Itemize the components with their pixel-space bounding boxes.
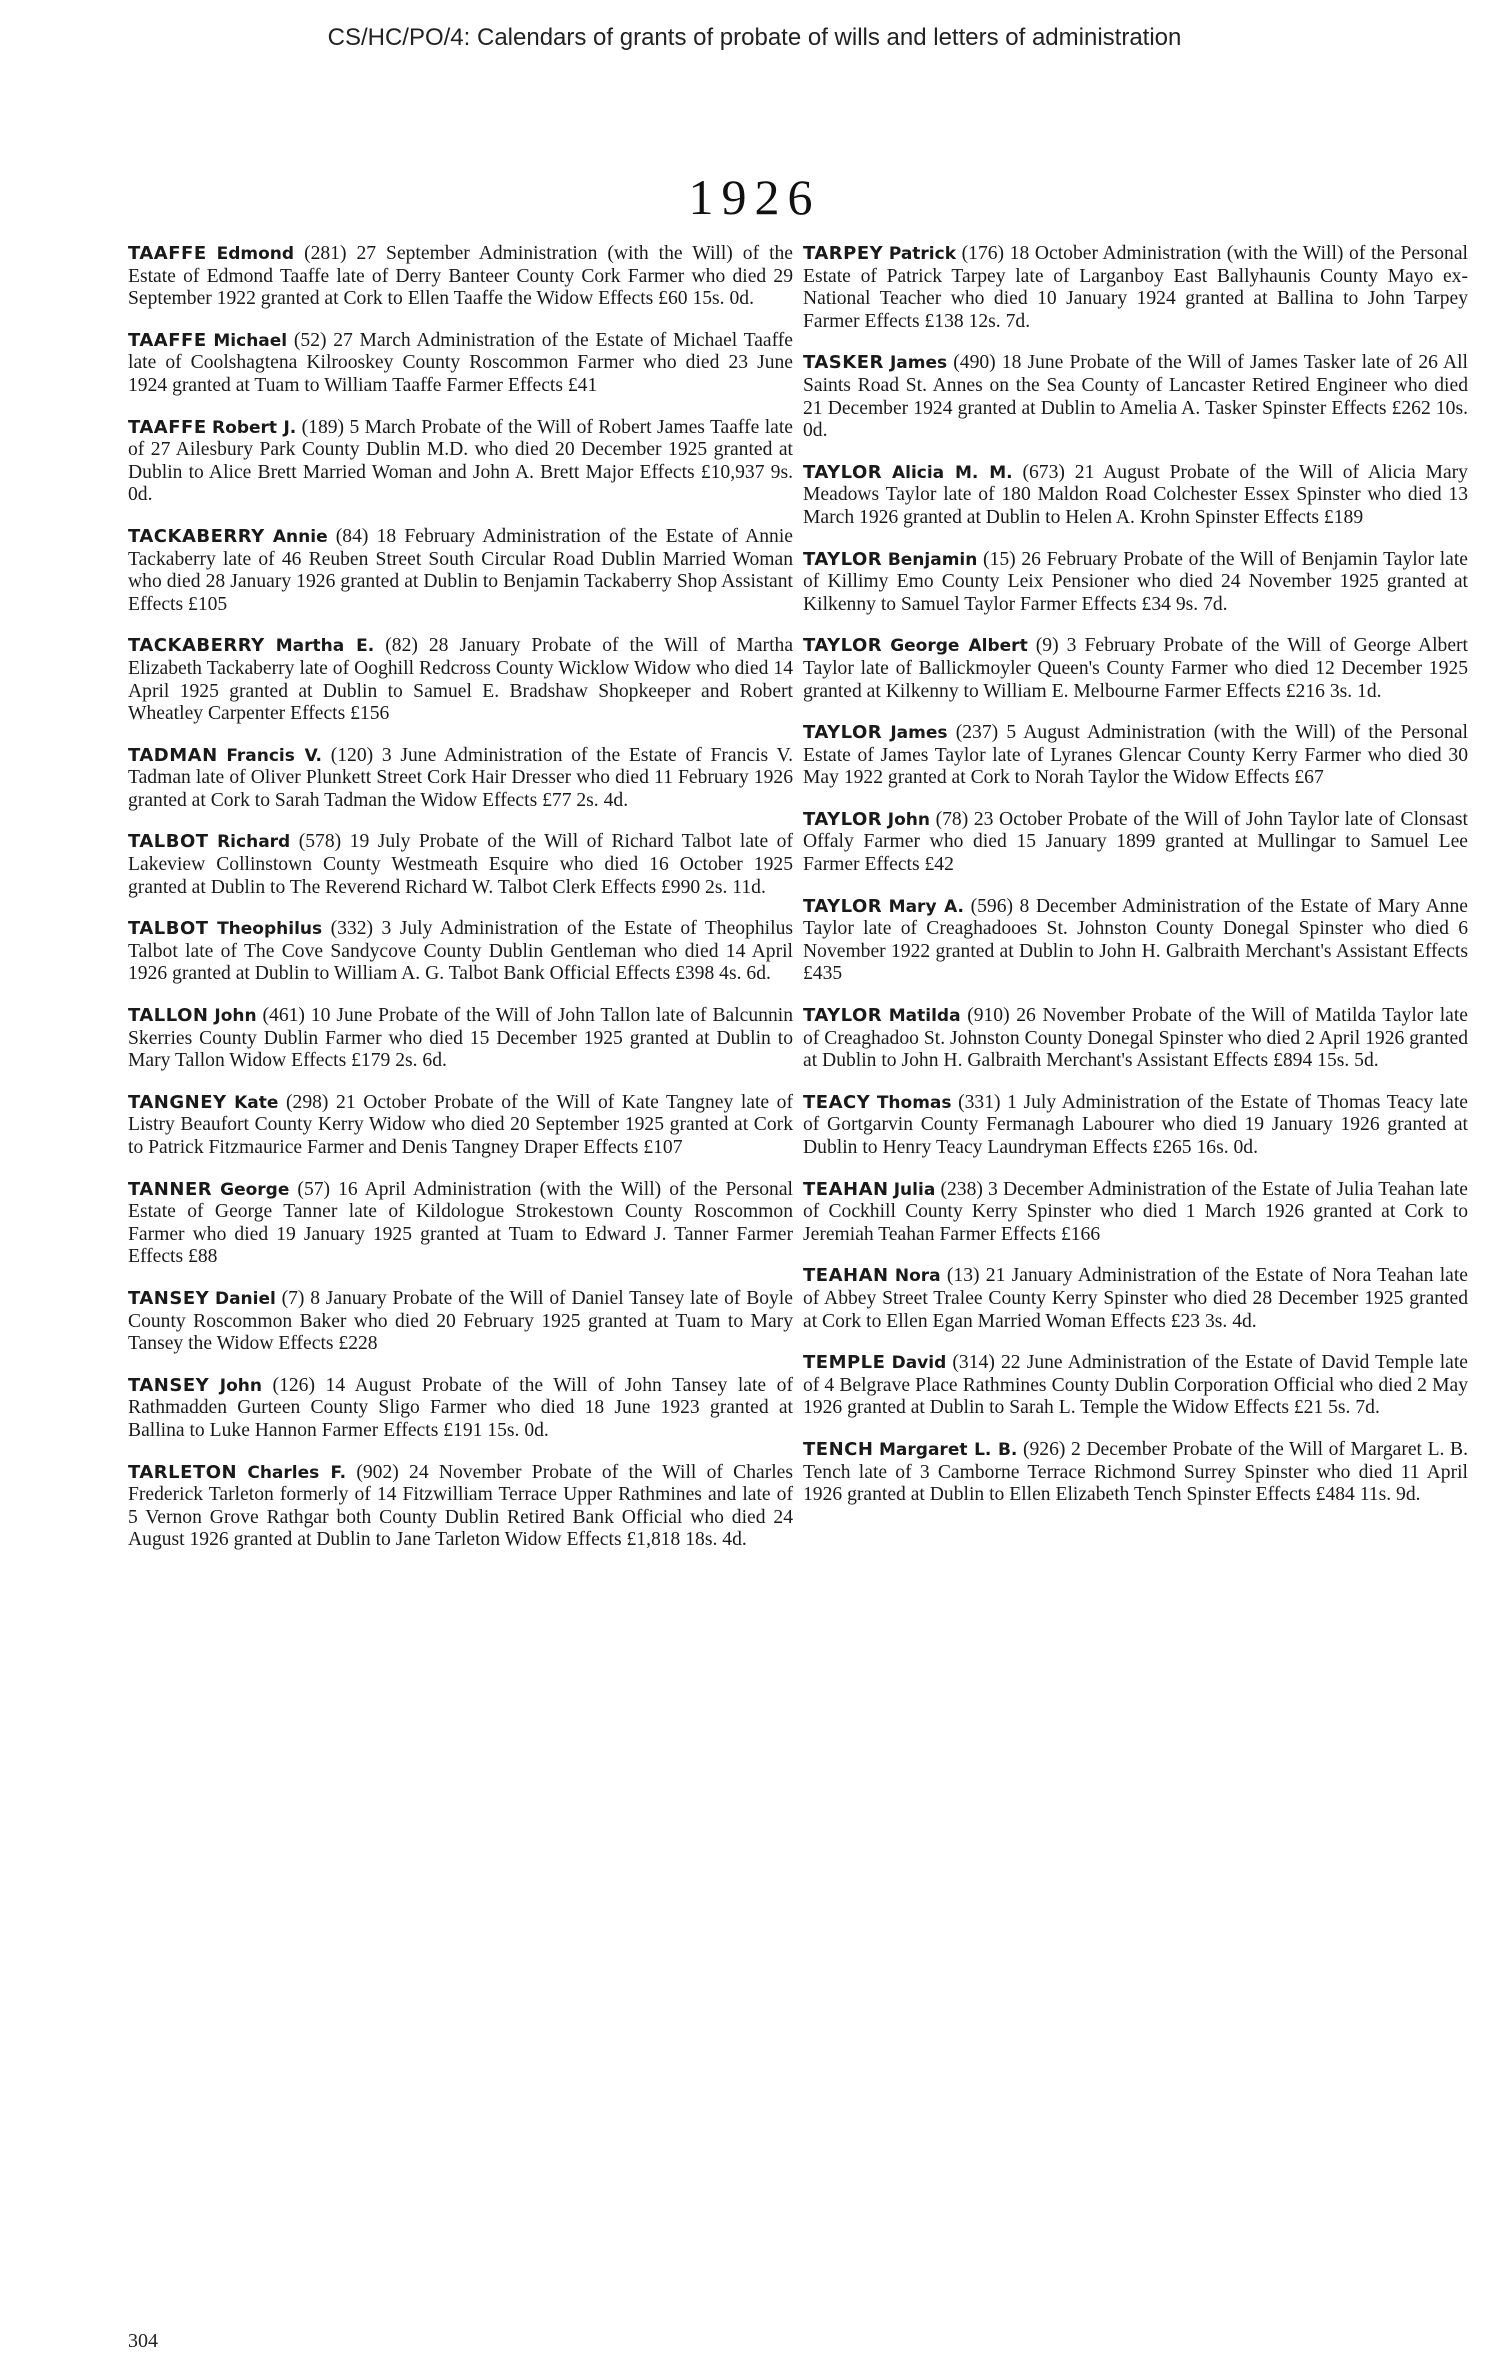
probate-entry: [803, 1439, 1468, 1507]
probate-entry: [803, 243, 1468, 333]
entry-details: (238) 3 December Administration of the Estate of Julia Teahan late of Cockhill County Kerry Spinster who died 1 March 1926 granted at Cork to Jeremiah Teahan Farmer Effects £166: [803, 1178, 1468, 1245]
entry-forename: Michael: [213, 330, 288, 351]
probate-entry: [803, 352, 1468, 442]
entry-surname: TANSEY: [128, 1287, 210, 1309]
entry-surname: TALBOT: [128, 831, 209, 853]
entry-forename: James: [890, 723, 948, 744]
entry-details: (490) 18 June Probate of the Will of James Tasker late of 26 All Saints Road St. Annes on the Sea County of Lancaster Retired Engineer who died 21 December 1924 granted at Dublin to Amelia A. Tasker Spinster Effects £262 10s. 0d.: [803, 352, 1469, 442]
entry-surname: TEACY: [803, 1091, 871, 1113]
probate-entry: [128, 635, 793, 725]
page-number: 304: [128, 2330, 158, 2352]
probate-entry: [128, 526, 793, 616]
entry-details: (298) 21 October Probate of the Will of Kate Tangney late of Listry Beaufort County Kerry Widow who died 20 September 1925 granted at Cork to Patrick Fitzmaurice Farmer and Denis Tangney Draper Effects £107: [128, 1091, 793, 1158]
entry-details: (7) 8 January Probate of the Will of Daniel Tansey late of Boyle County Roscommon Baker who died 20 February 1925 granted at Tuam to Mary Tansey the Widow Effects £228: [128, 1287, 793, 1355]
entry-forename: Richard: [217, 832, 291, 853]
entry-surname: TAYLOR: [803, 1005, 883, 1027]
probate-entry: [803, 1352, 1468, 1420]
entry-surname: TACKABERRY: [128, 635, 265, 657]
probate-entry: [803, 1092, 1468, 1160]
entry-details: (314) 22 June Administration of the Estate of David Temple late of 4 Belgrave Place Rathmines County Dublin Corporation Official who died 2 May 1926 granted at Dublin to Sarah L. Temple the Widow Effects £21 5s. 7d.: [803, 1352, 1468, 1419]
entry-surname: TANSEY: [128, 1374, 210, 1396]
entry-forename: George: [220, 1179, 290, 1200]
entry-details: (78) 23 October Probate of the Will of John Taylor late of Clonsast Offaly Farmer who died 15 January 1899 granted at Mullingar to Samuel Lee Farmer Effects £42: [803, 808, 1469, 876]
entry-forename: Kate: [234, 1092, 279, 1113]
entry-forename: John: [214, 1006, 257, 1027]
entry-details: (281) 27 September Administration (with the Will) of the Estate of Edmond Taaffe late of Derry Banteer County Cork Farmer who died 29 September 1922 granted at Cork to Ellen Taaffe the Widow Effects £60 15s. 0d.: [128, 243, 794, 310]
entry-details: (84) 18 February Administration of the Estate of Annie Tackaberry late of 46 Reuben Street South Circular Road Dublin Married Woman who died 28 January 1926 granted at Dublin to Benjamin Tackaberry Shop Assistant Effects £105: [128, 525, 793, 615]
probate-entry: [128, 1375, 793, 1443]
probate-entry: [803, 1179, 1468, 1247]
entry-details: (596) 8 December Administration of the Estate of Mary Anne Taylor late of Creaghadooes St. Johnston County Donegal Spinster who died 6 November 1922 granted at Dublin to John H. Galbraith Merchant's Assistant Effects £435: [803, 895, 1469, 985]
probate-entry: [128, 745, 793, 813]
probate-entry: [128, 1288, 793, 1356]
probate-entry: [128, 330, 793, 398]
entry-details: (237) 5 August Administration (with the Will) of the Personal Estate of James Taylor late of Lyranes Glencar County Kerry Farmer who died 30 May 1922 granted at Cork to Norah Taylor the Widow Effects £67: [803, 722, 1468, 789]
entry-forename: Alicia M. M.: [891, 462, 1013, 483]
probate-entry: [803, 635, 1468, 703]
entry-forename: Charles F.: [247, 1462, 347, 1483]
archive-reference-header: CS/HC/PO/4: Calendars of grants of probate of wills and letters of administration: [327, 24, 1182, 51]
probate-entry: [803, 1005, 1468, 1073]
entry-surname: TAYLOR: [803, 461, 883, 483]
probate-entry: [803, 462, 1468, 530]
probate-entry: [128, 918, 793, 986]
probate-entry: [803, 1265, 1468, 1333]
entry-forename: Annie: [272, 526, 328, 547]
entry-surname: TALLON: [128, 1005, 209, 1027]
entry-forename: Daniel: [214, 1288, 276, 1309]
entry-details: (332) 3 July Administration of the Estate of Theophilus Talbot late of The Cove Sandycove County Dublin Gentleman who died 14 April 1926 granted at Dublin to William A. G. Talbot Bank Official Effects £398 4s. 6d.: [128, 918, 793, 985]
probate-entry: [128, 243, 793, 311]
probate-entry: [128, 417, 793, 507]
entry-details: (15) 26 February Probate of the Will of Benjamin Taylor late of Killimy Emo County Leix Pensioner who died 24 November 1925 granted at Kilkenny to Samuel Taylor Farmer Effects £34 9s. 7d.: [803, 548, 1468, 615]
entry-forename: Edmond: [216, 244, 295, 264]
entry-surname: TADMAN: [128, 744, 218, 766]
right-column: [803, 243, 1468, 1526]
entry-details: (189) 5 March Probate of the Will of Robert James Taaffe late of 27 Ailesbury Park County Dublin M.D. who died 20 December 1925 granted at Dublin to Alice Brett Married Woman and John A. Brett Major Effects £10,937 9s. 0d.: [128, 416, 794, 506]
entry-details: (82) 28 January Probate of the Will of Martha Elizabeth Tackaberry late of Ooghill Redcross County Wicklow Widow who died 14 April 1925 granted at Dublin to Samuel E. Bradshaw Shopkeeper and Robert Wheatley Carpenter Effects £156: [128, 635, 794, 725]
entry-surname: TARPEY: [803, 243, 884, 264]
entry-forename: Patrick: [888, 244, 957, 264]
entry-details: (13) 21 January Administration of the Estate of Nora Teahan late of Abbey Street Tralee County Kerry Spinster who died 28 December 1925 granted at Cork to Ellen Egan Married Woman Effects £23 3s. 4d.: [803, 1265, 1468, 1332]
entry-surname: TAAFFE: [128, 329, 207, 351]
entry-forename: Nora: [894, 1266, 941, 1287]
entry-forename: Margaret L. B.: [879, 1439, 1018, 1460]
entry-surname: TANGNEY: [128, 1091, 227, 1113]
entry-forename: John: [887, 809, 930, 830]
entry-details: (120) 3 June Administration of the Estate of Francis V. Tadman late of Oliver Plunkett Street Cork Hair Dresser who died 11 February 1926 granted at Cork to Sarah Tadman the Widow Effects £77 2s. 4d.: [128, 744, 793, 811]
probate-entry: [128, 831, 793, 899]
entry-surname: TAYLOR: [803, 808, 883, 830]
entry-details: (176) 18 October Administration (with the Will) of the Personal Estate of Patrick Tarpey late of Larganboy East Ballyhaunis County Mayo ex-National Teacher who died 10 January 1924 granted at Ballina to John Tarpey Farmer Effects £138 12s. 7d.: [803, 243, 1468, 332]
entry-details: (57) 16 April Administration (with the Will) of the Personal Estate of George Tanner late of Kildologue Strokestown County Roscommon Farmer who died 19 January 1925 granted at Tuam to Edward J. Tanner Farmer Effects £88: [128, 1178, 793, 1268]
entry-details: (926) 2 December Probate of the Will of Margaret L. B. Tench late of 3 Camborne Terrace Richmond Surrey Spinster who died 11 April 1926 granted at Dublin to Ellen Elizabeth Tench Spinster Effects £484 11s. 9d.: [803, 1438, 1468, 1506]
entry-surname: TACKABERRY: [128, 525, 265, 547]
entry-forename: Matilda: [888, 1006, 961, 1027]
entry-details: (910) 26 November Probate of the Will of Matilda Taylor late of Creaghadoo St. Johnston County Donegal Spinster who died 2 April 1926 granted at Dublin to John H. Galbraith Merchant's Assistant Effects £894 15s. 5d.: [803, 1005, 1468, 1072]
entry-details: (126) 14 August Probate of the Will of John Tansey late of Rathmadden Gurteen County Sligo Farmer who died 18 June 1923 granted at Ballina to Luke Hannon Farmer Effects £191 15s. 0d.: [128, 1374, 793, 1441]
entry-surname: TAYLOR: [803, 548, 883, 570]
probate-entry: [128, 1092, 793, 1160]
left-column: [128, 243, 793, 1571]
entry-details: (9) 3 February Probate of the Will of George Albert Taylor late of Ballickmoyler Queen's County Farmer who died 12 December 1925 granted at Kilkenny to William E. Melbourne Farmer Effects £216 3s. 1d.: [803, 635, 1468, 702]
entry-forename: Benjamin: [887, 549, 978, 570]
entry-details: (578) 19 July Probate of the Will of Richard Talbot late of Lakeview Collinstown County Westmeath Esquire who died 16 October 1925 granted at Dublin to The Reverend Richard W. Talbot Clerk Effects £990 2s. 11d.: [128, 831, 793, 898]
probate-entry: [803, 896, 1468, 986]
entry-forename: Martha E.: [275, 636, 375, 657]
probate-entry: [803, 549, 1468, 617]
entry-details: (331) 1 July Administration of the Estate of Thomas Teacy late of Gortgarvin County Fermanagh Labourer who died 19 January 1926 granted at Dublin to Henry Teacy Laundryman Effects £265 16s. 0d.: [803, 1091, 1468, 1158]
entry-surname: TAYLOR: [803, 722, 883, 744]
entry-forename: Francis V.: [226, 745, 323, 766]
entry-surname: TARLETON: [128, 1461, 238, 1483]
entry-forename: Robert J.: [212, 417, 297, 438]
entry-forename: David: [891, 1353, 947, 1374]
entry-details: (673) 21 August Probate of the Will of Alicia Mary Meadows Taylor late of 180 Maldon Road Colchester Essex Spinster who died 13 March 1926 granted at Dublin to Helen A. Krohn Spinster Effects £189: [803, 461, 1468, 528]
calendar-year-heading: 1926: [688, 169, 821, 225]
entry-forename: John: [219, 1375, 262, 1396]
probate-entry: [803, 722, 1468, 790]
entry-details: (461) 10 June Probate of the Will of John Tallon late of Balcunnin Skerries County Dublin Farmer who died 15 December 1925 granted at Dublin to Mary Tallon Widow Effects £179 2s. 6d.: [128, 1005, 793, 1072]
entry-details: (52) 27 March Administration of the Estate of Michael Taaffe late of Coolshagtena Kilrooskey County Roscommon Farmer who died 23 June 1924 granted at Tuam to William Taaffe Farmer Effects £41: [128, 329, 793, 396]
entry-surname: TAAFFE: [128, 416, 207, 438]
probate-entry: [128, 1005, 793, 1073]
entry-surname: TALBOT: [128, 918, 209, 940]
entry-surname: TEMPLE: [803, 1352, 886, 1374]
entry-forename: Theophilus: [217, 919, 323, 940]
entry-surname: TAYLOR: [803, 895, 883, 917]
entry-forename: Mary A.: [888, 896, 965, 917]
entry-details: (902) 24 November Probate of the Will of Charles Frederick Tarleton formerly of 14 Fitzwilliam Terrace Upper Rathmines and late of 5 Vernon Grove Rathgar both County Dublin Retired Bank Official who died 24 August 1926 granted at Dublin to Jane Tarleton Widow Effects £1,818 18s. 4d.: [128, 1461, 793, 1551]
probate-entry: [803, 809, 1468, 877]
entry-surname: TASKER: [803, 352, 884, 374]
entry-surname: TAAFFE: [128, 243, 207, 264]
entry-forename: George Albert: [890, 636, 1028, 657]
entry-surname: TAYLOR: [803, 635, 883, 657]
probate-entry: [128, 1462, 793, 1552]
entry-forename: Julia: [893, 1179, 936, 1200]
entry-forename: James: [889, 353, 948, 374]
entry-surname: TANNER: [128, 1178, 213, 1200]
entry-surname: TEAHAN: [803, 1265, 889, 1287]
entry-forename: Thomas: [876, 1092, 952, 1113]
probate-entry: [128, 1179, 793, 1269]
entry-surname: TENCH: [803, 1438, 874, 1460]
entry-surname: TEAHAN: [803, 1178, 889, 1200]
